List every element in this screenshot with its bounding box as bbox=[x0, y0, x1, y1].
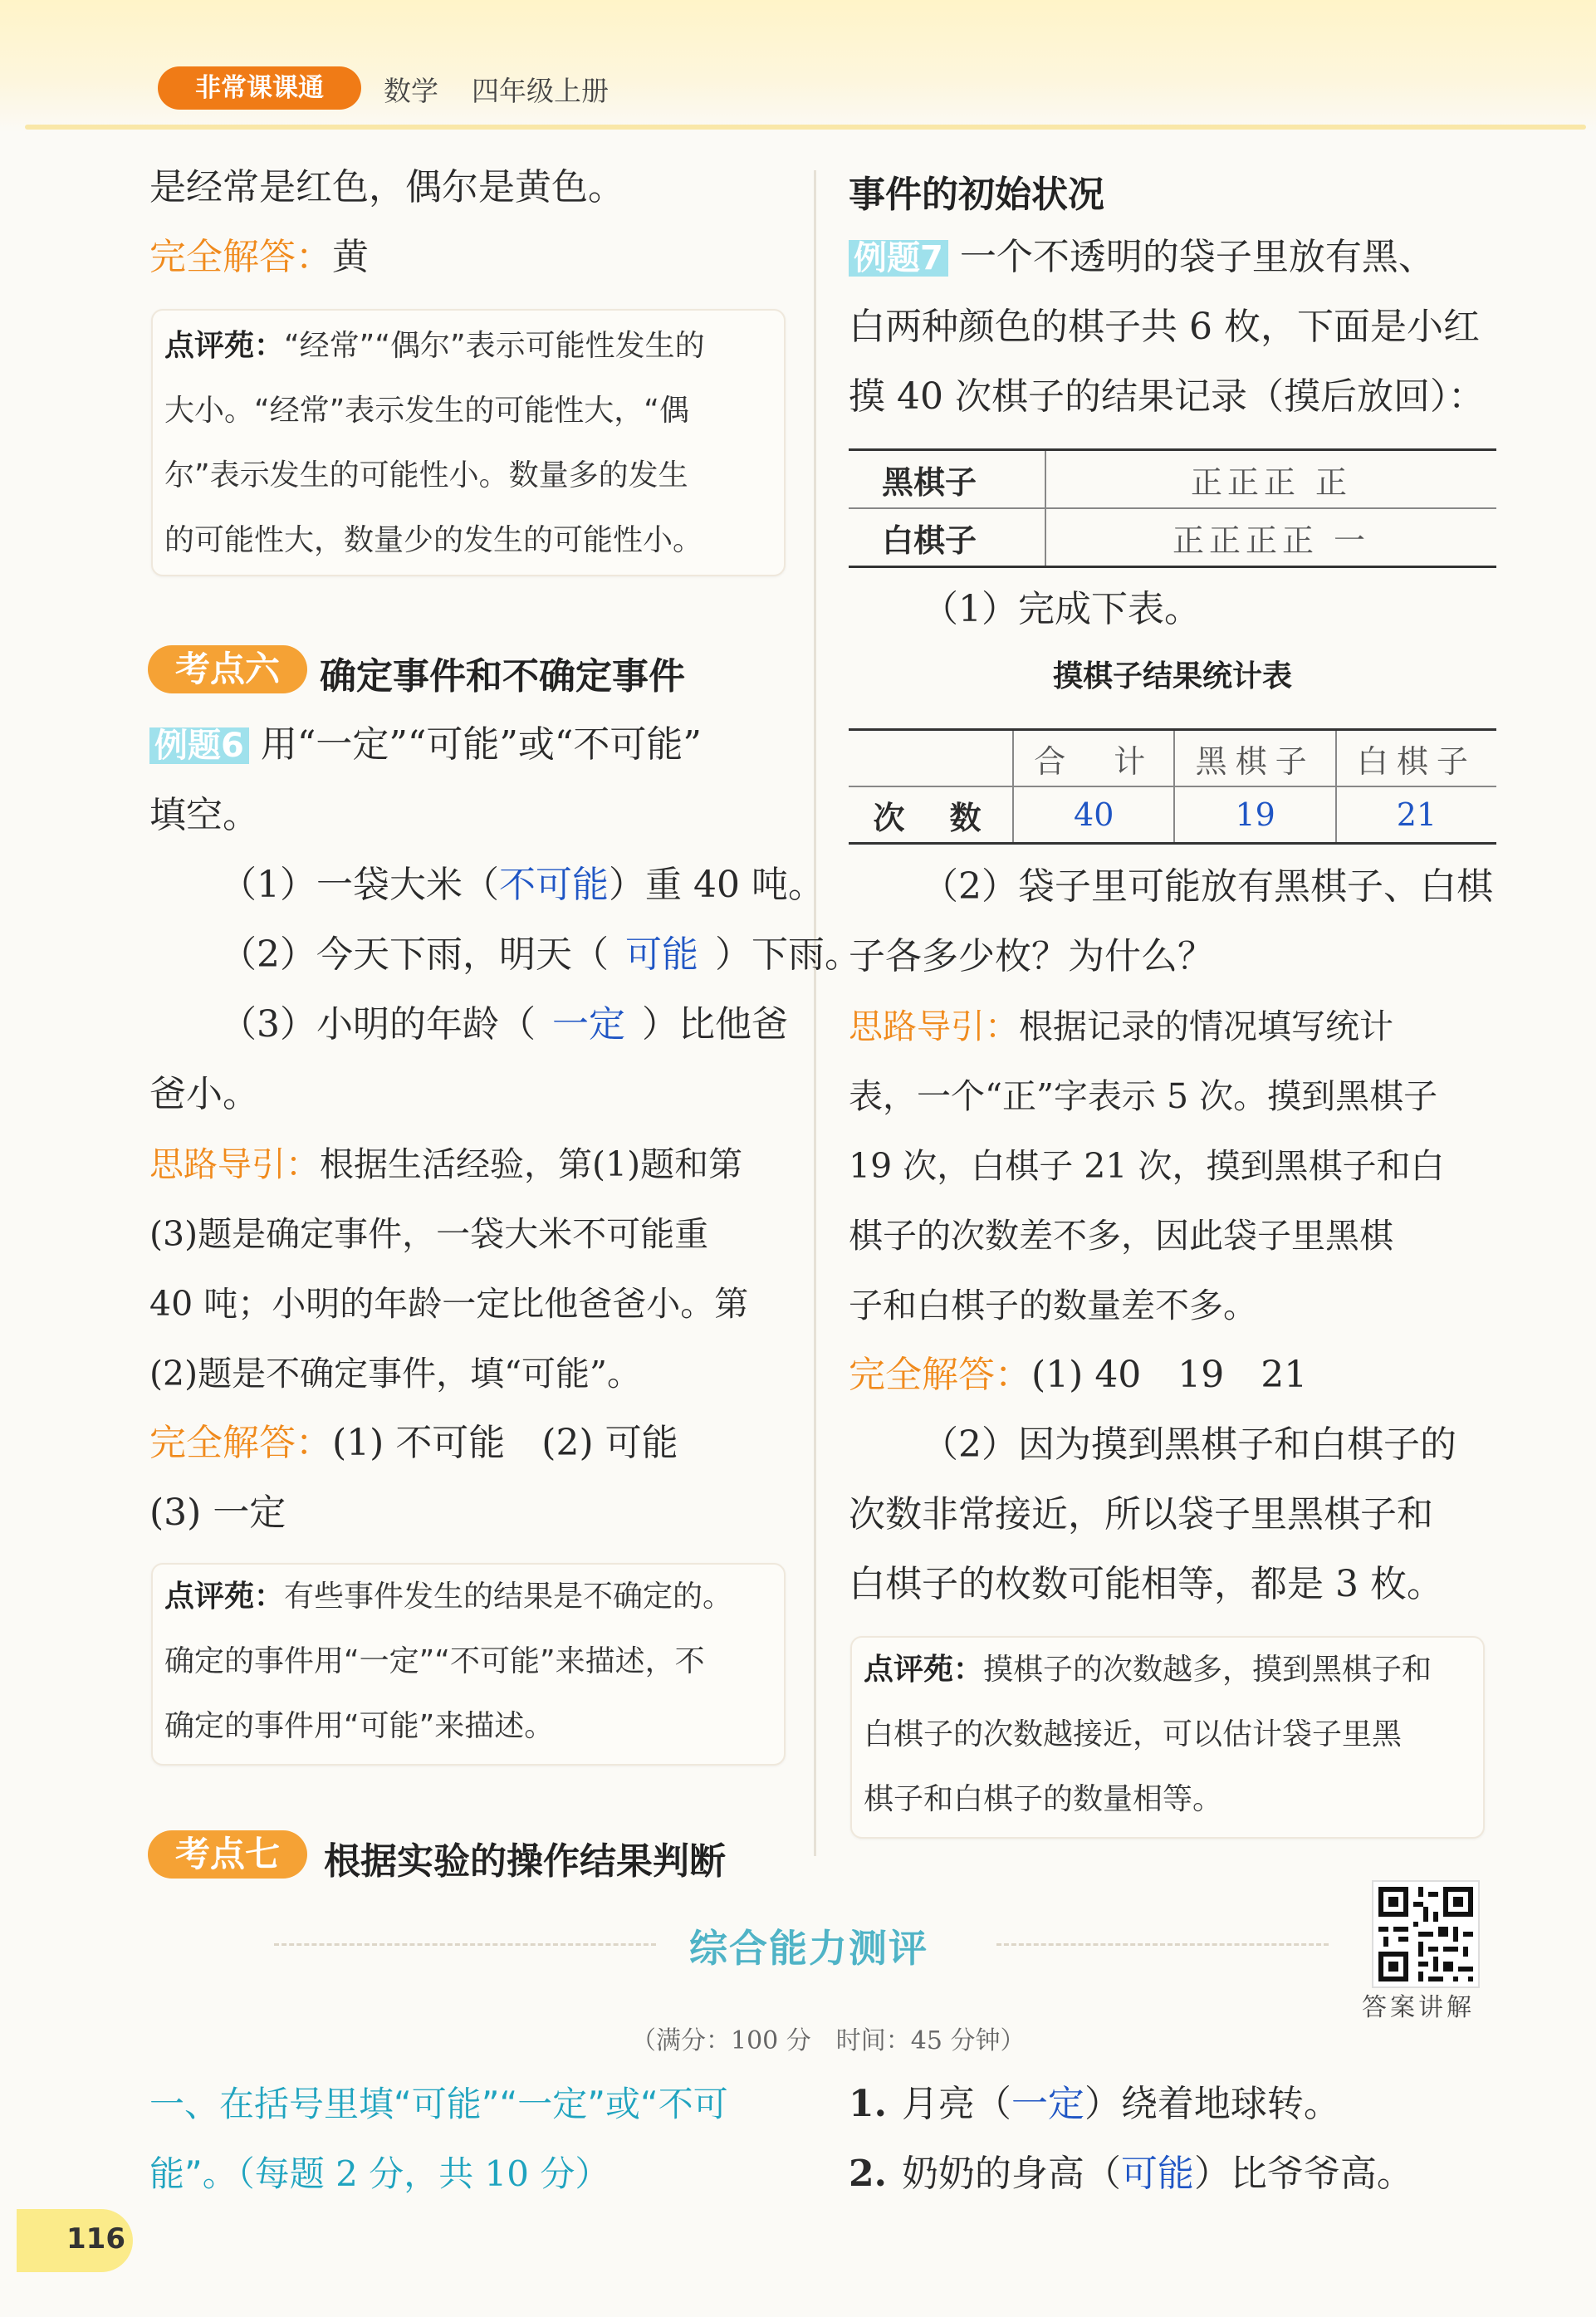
item-answer: 一定 bbox=[1011, 2083, 1084, 2125]
left-guide-3: 40 吨；小明的年龄一定比他爸爸小。第 bbox=[149, 1284, 749, 1324]
item-post: ）比爷爷高。 bbox=[1193, 2153, 1413, 2195]
subject-label: 数学 bbox=[384, 75, 438, 107]
assessment-info: （满分：100 分 时间：45 分钟） bbox=[631, 2026, 1026, 2055]
comment-line: 大小。“经常”表示发生的可能性大，“偶 bbox=[164, 394, 689, 428]
section1-line2 bbox=[149, 2139, 610, 2209]
item-pre: 月亮（ bbox=[901, 2083, 1011, 2125]
left-solution-1 bbox=[149, 1408, 678, 1478]
solution-text: (1) 40 19 21 bbox=[1031, 1354, 1308, 1396]
assessment-title: 综合能力测评 bbox=[689, 1926, 928, 1971]
left-solution-2: (3) 一定 bbox=[149, 1492, 286, 1534]
comment-line: 尔”表示发生的可能性小。数量多的发生 bbox=[164, 458, 688, 492]
ex7-line1 bbox=[849, 223, 1435, 292]
ex6-q3 bbox=[220, 990, 788, 1060]
comment-line: 的可能性大，数量少的发生的可能性小。 bbox=[164, 523, 703, 557]
comment-box-1 bbox=[151, 309, 786, 576]
stat-value: 40 bbox=[1013, 786, 1174, 844]
right-solution-3: 次数非常接近，所以袋子里黑棋子和 bbox=[849, 1493, 1433, 1536]
kp7-badge: 考点七 bbox=[148, 1830, 307, 1879]
right-guide-3: 19 次，白棋子 21 次，摸到黑棋子和白 bbox=[849, 1146, 1445, 1186]
ex7-line2: 白两种颜色的棋子共 6 枚，下面是小红 bbox=[849, 306, 1480, 348]
comment-label: 点评苑： bbox=[864, 1653, 984, 1687]
q-post: ）比他爸 bbox=[642, 1003, 788, 1046]
comment-line: 白棋子的次数越接近，可以估计袋子里黑 bbox=[864, 1717, 1403, 1751]
stat-value: 21 bbox=[1336, 786, 1496, 844]
q-post: ）下雨。 bbox=[715, 933, 861, 976]
q-post: ）重 40 吨。 bbox=[609, 864, 825, 906]
ex6-text: 用“一定”“可能”或“不可能” bbox=[260, 723, 702, 766]
comment-line: “经常”“偶尔”表示可能性发生的 bbox=[284, 329, 705, 363]
right-heading: 事件的初始状况 bbox=[849, 174, 1104, 216]
q-pre: （2）今天下雨，明天（ bbox=[220, 933, 609, 976]
left-guide-1 bbox=[149, 1129, 742, 1199]
comment-box-3 bbox=[850, 1636, 1485, 1839]
guide-text: 根据生活经验，第(1)题和第 bbox=[320, 1144, 743, 1184]
item-number: 2. bbox=[849, 2153, 887, 2195]
table-row bbox=[849, 508, 1496, 567]
comment-line: 摸棋子的次数越多，摸到黑棋子和 bbox=[983, 1653, 1432, 1687]
dash-right bbox=[996, 1943, 1329, 1946]
right-q2-line2: 子各多少枚？为什么？ bbox=[849, 935, 1214, 977]
right-guide-1 bbox=[849, 992, 1393, 1061]
stat-table-title: 摸棋子结果统计表 bbox=[1052, 659, 1292, 693]
stat-value: 19 bbox=[1174, 786, 1335, 844]
right-solution-1 bbox=[849, 1340, 1307, 1410]
guide-text: 根据记录的情况填写统计 bbox=[1019, 1007, 1393, 1046]
comment-line: 确定的事件用“一定”“不可能”来描述，不 bbox=[164, 1644, 705, 1678]
solution-label: 完全解答： bbox=[849, 1354, 1031, 1396]
q-answer: 不可能 bbox=[499, 864, 609, 906]
stat-row-label: 次 数 bbox=[873, 799, 988, 836]
solution-text: (1) 不可能 (2) 可能 bbox=[332, 1422, 678, 1464]
kp6-title: 确定事件和不确定事件 bbox=[320, 655, 685, 698]
right-guide-2: 表，一个“正”字表示 5 次。摸到黑棋子 bbox=[849, 1076, 1438, 1116]
q-answer: 一定 bbox=[552, 1003, 625, 1046]
right-q2-line1: （2）袋子里可能放有黑棋子、白棋 bbox=[922, 865, 1493, 908]
ex7-tag: 例题7 bbox=[849, 240, 948, 277]
answer-text: 黄 bbox=[332, 236, 369, 278]
right-guide-4: 棋子的次数差不多，因此袋子里黑棋 bbox=[849, 1216, 1393, 1256]
item-answer: 可能 bbox=[1120, 2153, 1194, 2195]
stat-header-empty bbox=[849, 730, 1013, 787]
record-tally: 正正正 正 bbox=[1045, 450, 1496, 509]
kp7-title: 根据实验的操作结果判断 bbox=[324, 1840, 726, 1883]
right-guide-5: 子和白棋子的数量差不多。 bbox=[849, 1286, 1257, 1325]
stat-header: 合 计 bbox=[1013, 730, 1174, 787]
ex6-q3-line2: 爸小。 bbox=[149, 1073, 259, 1115]
left-guide-2: (3)题是确定事件，一袋大米不可能重 bbox=[149, 1214, 709, 1254]
comment-line: 确定的事件用“可能”来描述。 bbox=[164, 1709, 555, 1743]
left-top-line: 是经常是红色，偶尔是黄色。 bbox=[149, 166, 624, 208]
column-divider bbox=[814, 170, 816, 1856]
page-number: 116 bbox=[66, 2222, 125, 2256]
left-guide-4: (2)题是不确定事件，填“可能”。 bbox=[149, 1354, 641, 1394]
stat-header: 白棋子 bbox=[1336, 730, 1496, 787]
comment-line: 有些事件发生的结果是不确定的。 bbox=[284, 1580, 733, 1614]
q-pre: （1）一袋大米（ bbox=[220, 864, 499, 906]
assessment-item-1 bbox=[849, 2070, 1340, 2139]
brand-badge: 非常课课通 bbox=[158, 66, 361, 110]
right-solution-2: （2）因为摸到黑棋子和白棋子的 bbox=[922, 1423, 1456, 1466]
right-q1: （1）完成下表。 bbox=[922, 588, 1201, 630]
answer-label: 完全解答： bbox=[149, 236, 332, 278]
ex6-q1 bbox=[220, 850, 825, 920]
kp6-badge: 考点六 bbox=[148, 645, 307, 693]
section1-text: 能”。 bbox=[149, 2153, 237, 2194]
guide-label: 思路导引： bbox=[149, 1144, 320, 1184]
qr-code-icon[interactable] bbox=[1372, 1880, 1480, 1988]
record-label: 白棋子 bbox=[882, 522, 977, 559]
ex7-line3: 摸 40 次棋子的结果记录（摸后放回）： bbox=[849, 375, 1485, 418]
guide-label: 思路导引： bbox=[849, 1007, 1019, 1046]
record-tally: 正正正正 一 bbox=[1045, 508, 1496, 567]
q-pre: （3）小明的年龄（ bbox=[220, 1003, 536, 1046]
right-solution-4: 白棋子的枚数可能相等，都是 3 枚。 bbox=[849, 1563, 1443, 1605]
stat-header: 黑棋子 bbox=[1174, 730, 1335, 787]
stat-table bbox=[849, 728, 1496, 845]
table-row bbox=[849, 450, 1496, 509]
ex6-q2 bbox=[220, 920, 861, 990]
q-answer: 可能 bbox=[625, 933, 698, 976]
comment-box-2 bbox=[151, 1563, 786, 1766]
comment-line: 棋子和白棋子的数量相等。 bbox=[864, 1782, 1223, 1816]
comment-label: 点评苑： bbox=[164, 1580, 285, 1614]
ex6-tag: 例题6 bbox=[149, 727, 249, 764]
record-label: 黑棋子 bbox=[882, 463, 977, 501]
section1-line1: 一、在括号里填“可能”“一定”或“不可 bbox=[149, 2084, 728, 2124]
solution-label: 完全解答： bbox=[149, 1422, 332, 1464]
item-post: ）绕着地球转。 bbox=[1084, 2083, 1340, 2125]
section1-score: （每题 2 分，共 10 分） bbox=[237, 2153, 610, 2194]
ex7-text: 一个不透明的袋子里放有黑、 bbox=[959, 236, 1435, 278]
comment-label: 点评苑： bbox=[164, 329, 285, 363]
item-number: 1. bbox=[849, 2083, 887, 2125]
ex6-line2: 填空。 bbox=[149, 794, 259, 836]
table-row bbox=[849, 786, 1496, 844]
qr-label: 答案讲解 bbox=[1362, 1993, 1475, 2022]
left-answer bbox=[149, 223, 369, 292]
header-rule bbox=[25, 125, 1586, 130]
ex6-line1 bbox=[149, 710, 702, 780]
table-row bbox=[849, 730, 1496, 787]
record-table bbox=[849, 448, 1496, 568]
dash-left bbox=[274, 1943, 656, 1946]
item-pre: 奶奶的身高（ bbox=[901, 2153, 1121, 2195]
assessment-item-2 bbox=[849, 2139, 1413, 2209]
grade-label: 四年级上册 bbox=[472, 75, 609, 107]
